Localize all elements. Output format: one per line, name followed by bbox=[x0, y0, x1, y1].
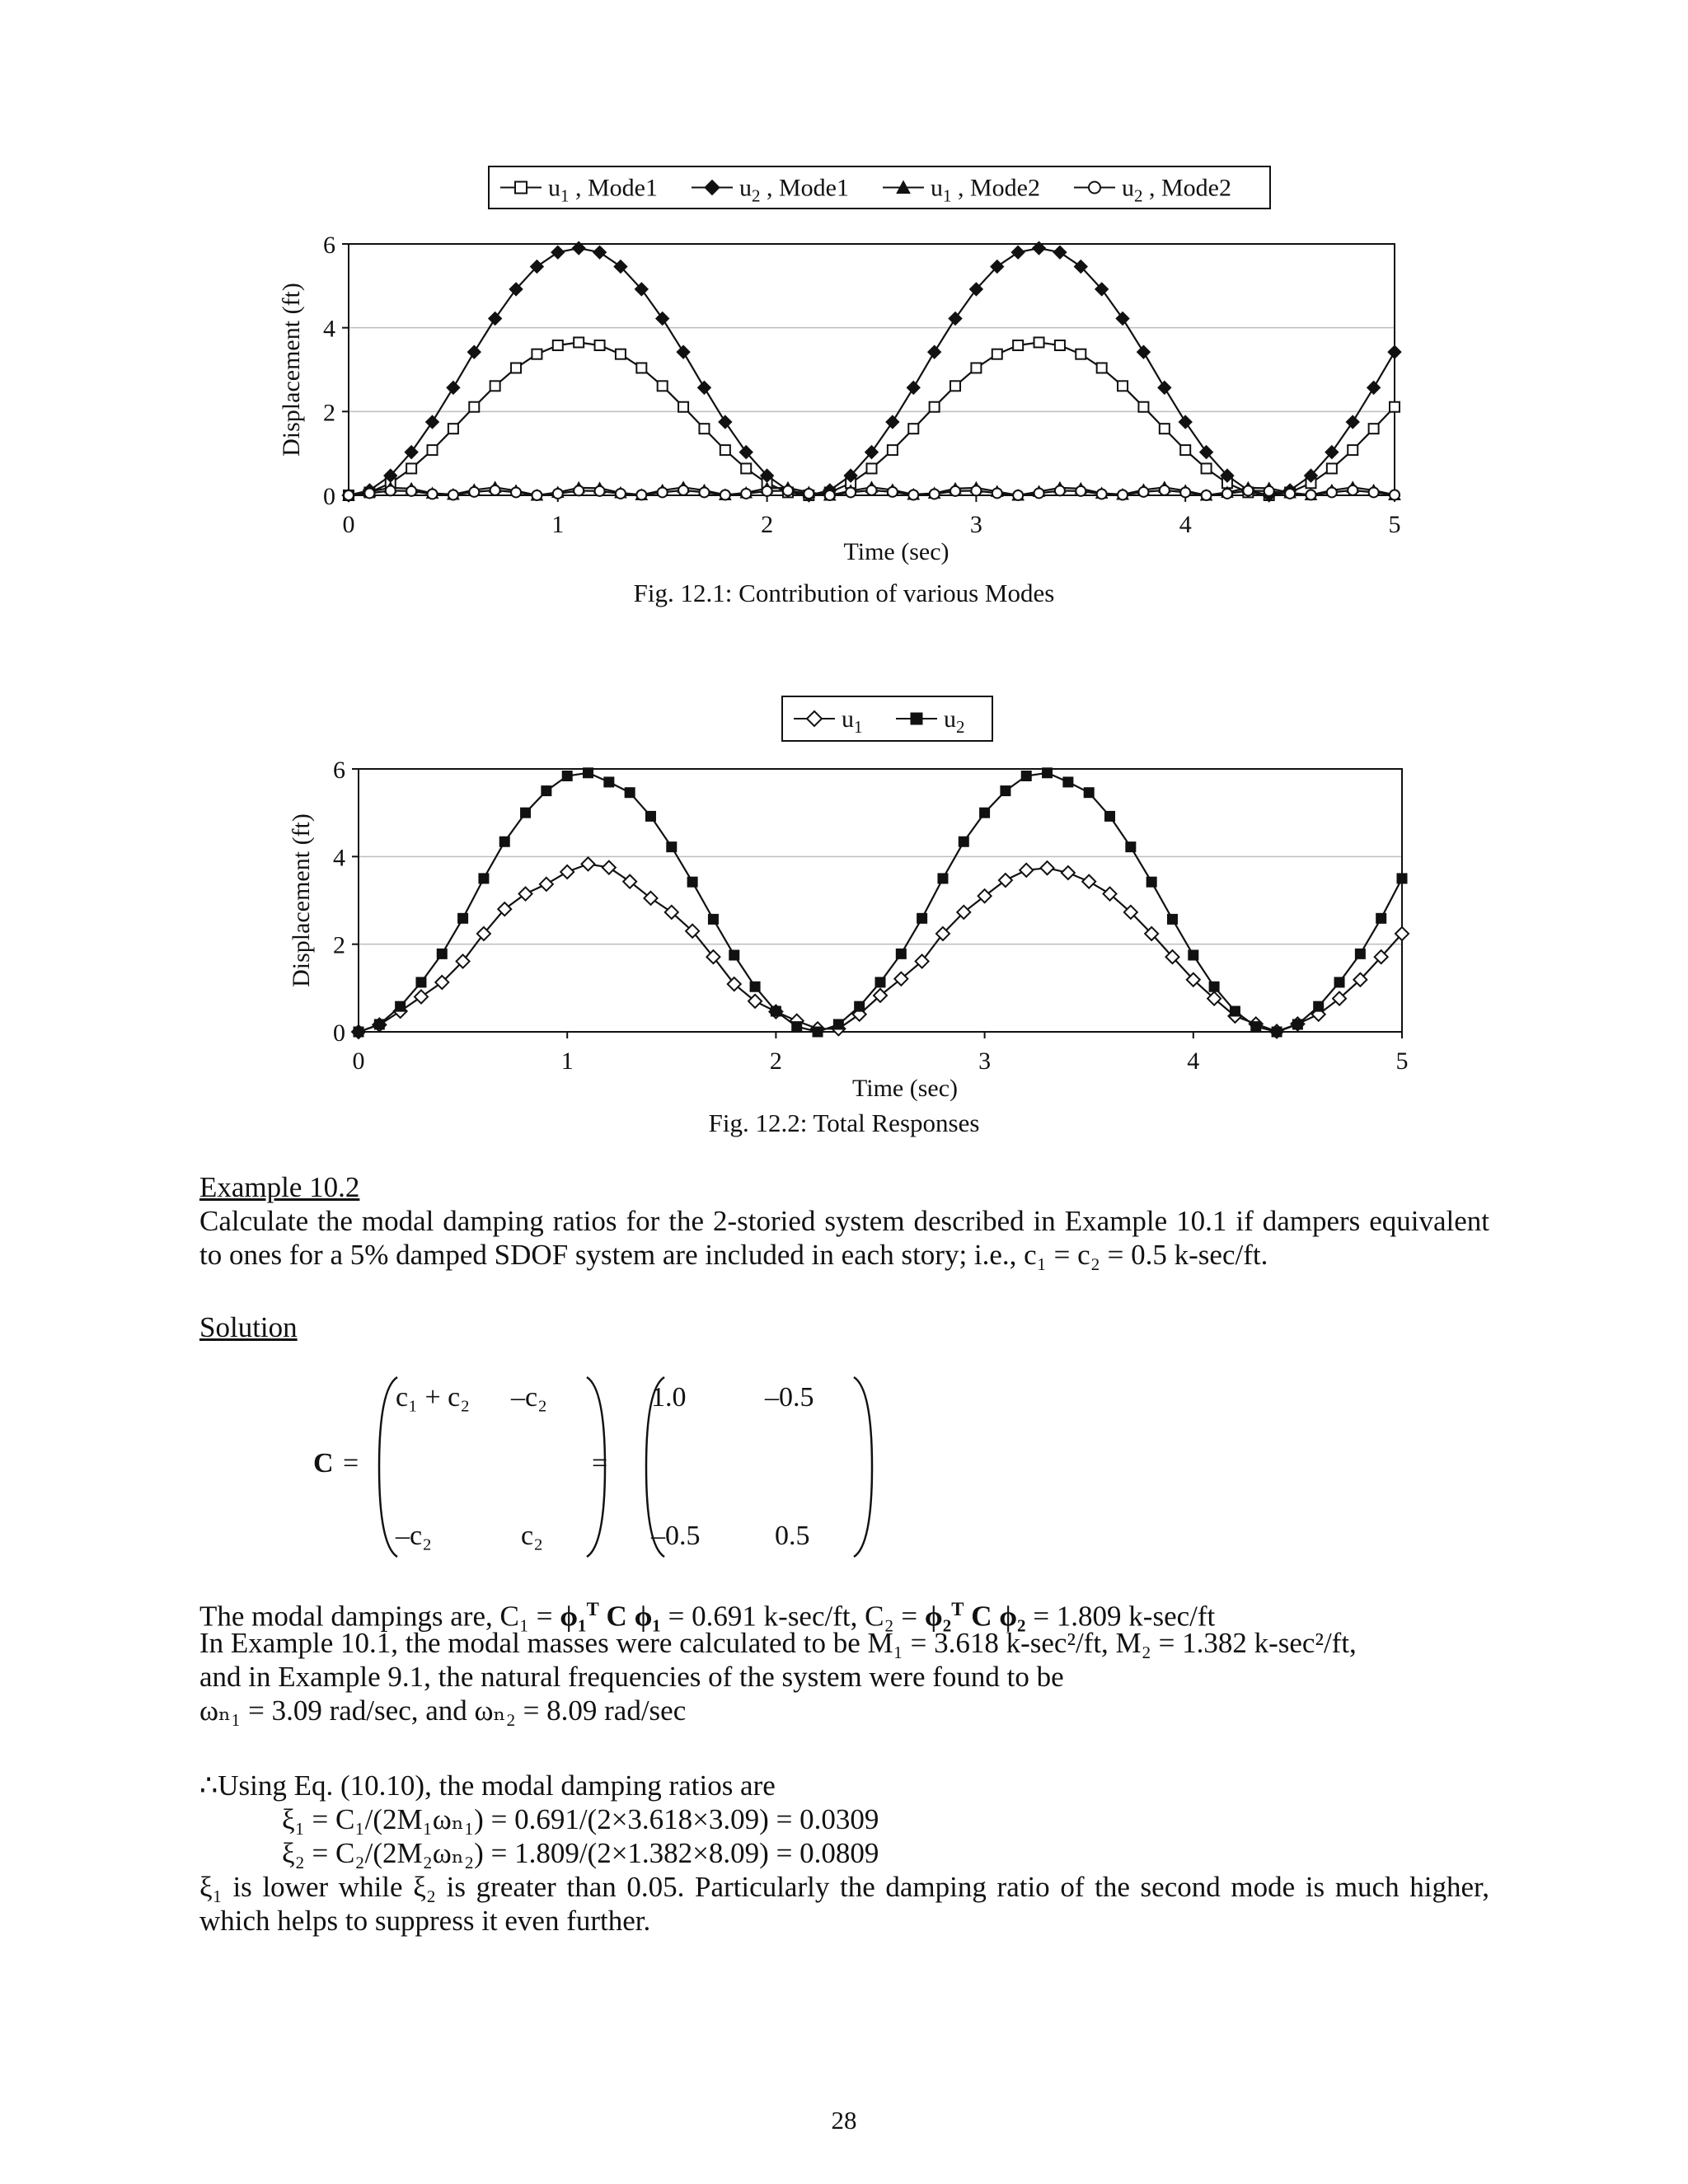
y-tick-label: 2 bbox=[323, 399, 335, 427]
legend-symbol-4-marker bbox=[1089, 182, 1100, 194]
data-point bbox=[344, 490, 354, 500]
data-point bbox=[584, 768, 593, 778]
x-tick-label: 2 bbox=[761, 511, 774, 538]
data-point bbox=[574, 337, 584, 347]
solution-title: Solution bbox=[199, 1311, 298, 1343]
data-point bbox=[1043, 768, 1053, 778]
data-point bbox=[636, 490, 646, 499]
data-point bbox=[354, 1027, 363, 1037]
data-point bbox=[846, 487, 856, 497]
matrix-right-21: –0.5 bbox=[651, 1521, 701, 1551]
data-point bbox=[469, 402, 479, 412]
data-point bbox=[1292, 1019, 1302, 1029]
data-point bbox=[604, 777, 614, 787]
data-point bbox=[406, 486, 416, 496]
data-point bbox=[645, 811, 655, 821]
data-point bbox=[678, 402, 688, 412]
data-point bbox=[804, 489, 814, 499]
data-point bbox=[720, 445, 730, 455]
data-point bbox=[1105, 811, 1115, 821]
data-point bbox=[950, 381, 960, 391]
data-point bbox=[458, 913, 468, 923]
matrix-right-12: –0.5 bbox=[765, 1382, 814, 1413]
using-eq-line: ∴Using Eq. (10.10), the modal damping ratios are bbox=[199, 1769, 776, 1802]
data-point bbox=[532, 490, 542, 500]
x-tick-label: 4 bbox=[1179, 511, 1192, 538]
data-point bbox=[521, 808, 531, 818]
data-point bbox=[1264, 486, 1274, 496]
data-point bbox=[907, 381, 920, 394]
xi1-line: ξ₁ = C₁/(2M₁ωₙ₁) = 0.691/(2×3.618×3.09) = 0.0309 bbox=[282, 1803, 879, 1835]
figure-1-caption: Fig. 12.1: Contribution of various Modes bbox=[633, 579, 1055, 607]
data-point bbox=[1138, 487, 1148, 497]
data-point bbox=[1062, 866, 1075, 879]
data-point bbox=[1063, 777, 1073, 787]
data-point bbox=[396, 1001, 406, 1011]
data-point bbox=[825, 490, 835, 500]
data-point bbox=[833, 1019, 843, 1029]
data-point bbox=[1327, 463, 1337, 473]
data-point bbox=[697, 381, 710, 394]
data-point bbox=[625, 788, 635, 798]
data-point bbox=[917, 913, 927, 923]
data-point bbox=[1021, 771, 1031, 781]
x-tick-label: 3 bbox=[969, 511, 982, 538]
legend-symbol-1-marker bbox=[515, 182, 527, 194]
data-point bbox=[593, 246, 607, 259]
data-point bbox=[928, 345, 941, 359]
data-point bbox=[499, 837, 509, 846]
legend-label-3: $u_1$ , Mode2 bbox=[931, 174, 1040, 206]
data-point bbox=[886, 415, 899, 429]
figure-2-caption: Fig. 12.2: Total Responses bbox=[708, 1108, 980, 1137]
data-point bbox=[1053, 246, 1067, 259]
example-title: Example 10.2 bbox=[199, 1171, 360, 1203]
data-point bbox=[908, 490, 918, 499]
data-point bbox=[1041, 861, 1054, 874]
data-point bbox=[792, 1022, 802, 1032]
data-point bbox=[1097, 489, 1107, 499]
chart-1 bbox=[0, 148, 1688, 618]
data-point bbox=[374, 1019, 384, 1029]
data-point bbox=[469, 487, 479, 497]
legend-symbol-2-marker bbox=[911, 713, 922, 724]
data-point bbox=[1013, 490, 1023, 500]
data-point bbox=[1251, 1022, 1261, 1032]
data-point bbox=[553, 489, 563, 499]
data-point bbox=[1355, 949, 1365, 958]
data-point bbox=[971, 485, 981, 495]
conclusion-text: ξ₁ is lower while ξ₂ is greater than 0.05. Particularly the damping ratio of the second mode is much higher, which helps to suppress it even further. bbox=[199, 1871, 1489, 1937]
y-tick-label: 6 bbox=[323, 232, 335, 259]
x-tick-label: 0 bbox=[352, 1047, 365, 1075]
data-point bbox=[687, 877, 697, 887]
x-tick-label: 1 bbox=[551, 511, 565, 538]
data-point bbox=[1055, 340, 1065, 350]
y-tick-label: 4 bbox=[323, 315, 335, 343]
damping-matrix bbox=[313, 1372, 890, 1562]
data-point bbox=[875, 977, 885, 987]
data-point bbox=[616, 489, 626, 499]
y-tick-label: 4 bbox=[333, 844, 345, 872]
data-point bbox=[1202, 463, 1212, 473]
x-tick-label: 1 bbox=[560, 1047, 574, 1075]
legend-label-2: $u_2$ bbox=[944, 705, 965, 737]
data-point bbox=[416, 977, 426, 987]
data-point bbox=[930, 402, 940, 412]
data-point bbox=[595, 486, 605, 496]
y-tick-label: 0 bbox=[333, 1019, 345, 1047]
data-point bbox=[1020, 864, 1033, 877]
data-point bbox=[562, 771, 572, 781]
data-point bbox=[783, 485, 793, 495]
chart-2 bbox=[0, 676, 1688, 1154]
data-point bbox=[582, 857, 595, 870]
data-point bbox=[1348, 485, 1357, 495]
data-point bbox=[729, 950, 739, 960]
data-point bbox=[1179, 415, 1192, 429]
data-point bbox=[938, 874, 948, 883]
data-point bbox=[1209, 982, 1219, 991]
data-point bbox=[867, 485, 877, 495]
x-tick-label: 5 bbox=[1395, 1047, 1409, 1075]
data-point bbox=[1138, 402, 1148, 412]
matrix-symbol: C bbox=[313, 1448, 334, 1479]
data-point bbox=[551, 246, 565, 259]
data-point bbox=[1076, 486, 1085, 496]
data-point bbox=[658, 487, 668, 497]
data-point bbox=[1082, 875, 1095, 888]
data-point bbox=[699, 424, 709, 434]
matrix-left-22: c₂ bbox=[521, 1521, 543, 1551]
data-point bbox=[719, 415, 732, 429]
data-point bbox=[540, 878, 553, 891]
data-point bbox=[519, 888, 532, 901]
x-axis-label: Time (sec) bbox=[843, 538, 950, 565]
data-point bbox=[888, 487, 898, 497]
problem-statement: Calculate the modal damping ratios for the 2-storied system described in Example 10.1 if dampers equivalent to ones for a 5% damped SDOF system are included in each story; i.e., c₁ = c₂ = 0.5 k-sec/ft. bbox=[199, 1205, 1489, 1271]
figure-2 bbox=[0, 676, 1688, 1154]
natural-freq-line: and in Example 9.1, the natural frequencies of the system were found to be bbox=[199, 1661, 1064, 1693]
data-point bbox=[428, 489, 438, 499]
data-point bbox=[415, 990, 428, 1003]
x-tick-label: 4 bbox=[1187, 1047, 1200, 1075]
legend-label-2: $u_2$ , Mode1 bbox=[739, 174, 849, 206]
y-tick-label: 2 bbox=[333, 931, 345, 959]
data-point bbox=[603, 861, 616, 874]
data-point bbox=[762, 486, 772, 496]
data-point bbox=[971, 363, 981, 373]
data-point bbox=[813, 1027, 823, 1037]
data-point bbox=[867, 463, 877, 473]
data-point bbox=[896, 949, 906, 958]
data-point bbox=[1306, 490, 1315, 499]
data-point bbox=[542, 786, 551, 796]
xi2-line: ξ₂ = C₂/(2M₂ωₙ₂) = 1.809/(2×1.382×8.09) = 0.0809 bbox=[282, 1837, 879, 1869]
data-point bbox=[950, 486, 960, 496]
data-point bbox=[1367, 381, 1381, 394]
data-point bbox=[930, 489, 940, 499]
data-point bbox=[980, 808, 990, 818]
data-point bbox=[855, 1001, 865, 1011]
matrix-right-11: 1.0 bbox=[651, 1382, 687, 1413]
matrix-left-12: –c₂ bbox=[511, 1382, 547, 1413]
matrix-right-22: 0.5 bbox=[775, 1521, 810, 1551]
data-point bbox=[908, 424, 918, 434]
modal-masses-line: In Example 10.1, the modal masses were calculated to be M₁ = 3.618 k-sec²/ft, M₂ = 1.382 k-sec²/ft, bbox=[199, 1627, 1357, 1659]
data-point bbox=[1243, 485, 1253, 495]
data-point bbox=[1369, 487, 1379, 497]
data-point bbox=[448, 490, 458, 499]
legend-label-1: $u_1$ , Mode1 bbox=[548, 174, 658, 206]
data-point bbox=[658, 381, 668, 391]
data-point bbox=[741, 489, 751, 499]
matrix-left-21: –c₂ bbox=[396, 1521, 432, 1551]
data-point bbox=[1230, 1006, 1240, 1016]
data-point bbox=[479, 874, 489, 883]
data-point bbox=[1202, 490, 1212, 500]
data-point bbox=[992, 488, 1002, 498]
data-point bbox=[1097, 363, 1107, 373]
y-tick-label: 0 bbox=[323, 483, 335, 510]
data-point bbox=[1390, 490, 1400, 499]
data-point bbox=[1390, 402, 1400, 412]
data-point bbox=[667, 842, 677, 852]
data-point bbox=[771, 1006, 781, 1016]
data-point bbox=[1388, 345, 1401, 359]
data-point bbox=[1369, 424, 1379, 434]
data-point bbox=[1084, 788, 1094, 798]
data-point bbox=[656, 312, 669, 325]
x-tick-label: 0 bbox=[342, 511, 355, 538]
data-point bbox=[1118, 381, 1128, 391]
matrix-equals-between: = bbox=[592, 1448, 608, 1479]
data-point bbox=[1189, 950, 1198, 960]
data-point bbox=[437, 949, 447, 958]
data-point bbox=[750, 982, 760, 991]
figure-1 bbox=[0, 148, 1688, 618]
data-point bbox=[1180, 487, 1190, 497]
data-point bbox=[489, 312, 502, 325]
data-point bbox=[1314, 1001, 1324, 1011]
data-point bbox=[1160, 424, 1170, 434]
series-1 bbox=[344, 337, 1400, 500]
data-point bbox=[1285, 489, 1295, 499]
x-tick-label: 5 bbox=[1388, 511, 1401, 538]
data-point bbox=[1180, 445, 1190, 455]
data-point bbox=[678, 485, 688, 495]
data-point bbox=[999, 874, 1012, 887]
matrix-equals: = bbox=[343, 1448, 359, 1479]
data-point bbox=[1055, 485, 1065, 495]
data-point bbox=[1001, 786, 1010, 796]
page-number: 28 bbox=[831, 2106, 857, 2135]
x-axis-label: Time (sec) bbox=[851, 1075, 959, 1102]
data-point bbox=[1013, 340, 1023, 350]
data-point bbox=[1376, 913, 1386, 923]
data-point bbox=[1160, 485, 1170, 495]
data-point bbox=[1167, 914, 1177, 924]
y-axis-label: Displacement (ft) bbox=[278, 283, 305, 457]
data-point bbox=[428, 445, 438, 455]
data-point bbox=[1126, 842, 1136, 852]
data-point bbox=[677, 345, 690, 359]
data-point bbox=[959, 837, 968, 846]
x-tick-label: 3 bbox=[978, 1047, 992, 1075]
data-point bbox=[708, 914, 718, 924]
series-1 bbox=[352, 857, 1409, 1038]
data-point bbox=[1034, 337, 1044, 347]
data-point bbox=[741, 463, 751, 473]
data-point bbox=[1118, 490, 1128, 499]
data-point bbox=[1272, 1027, 1282, 1037]
data-point bbox=[616, 349, 626, 359]
data-point bbox=[1158, 381, 1171, 394]
data-point bbox=[553, 340, 563, 350]
data-point bbox=[949, 312, 962, 325]
data-point bbox=[1011, 246, 1025, 259]
data-point bbox=[467, 345, 481, 359]
omega-line: ωₙ₁ = 3.09 rad/sec, and ωₙ₂ = 8.09 rad/sec bbox=[199, 1694, 687, 1727]
data-point bbox=[1397, 874, 1407, 883]
data-point bbox=[1116, 312, 1129, 325]
data-point bbox=[386, 485, 396, 495]
legend-label-4: $u_2$ , Mode2 bbox=[1122, 174, 1231, 206]
data-point bbox=[595, 340, 605, 350]
legend-label-1: $u_1$ bbox=[842, 705, 863, 737]
data-point bbox=[511, 363, 521, 373]
data-point bbox=[1146, 877, 1156, 887]
data-point bbox=[1346, 415, 1359, 429]
data-point bbox=[1222, 489, 1232, 499]
data-point bbox=[1348, 445, 1357, 455]
data-point bbox=[1334, 977, 1344, 987]
data-point bbox=[511, 487, 521, 497]
data-point bbox=[447, 381, 460, 394]
data-point bbox=[490, 485, 500, 495]
data-point bbox=[888, 445, 898, 455]
data-point bbox=[532, 349, 542, 359]
data-point bbox=[406, 463, 416, 473]
data-point bbox=[426, 415, 439, 429]
data-point bbox=[560, 865, 574, 879]
y-axis-label: Displacement (ft) bbox=[288, 813, 315, 987]
data-point bbox=[490, 381, 500, 391]
series-line bbox=[359, 864, 1402, 1032]
modal-dampings-line: The modal dampings are, C₁ = ϕ₁$^T$ C ϕ₁ = 0.691 k-sec/ft, C₂ = ϕ₂$^T$ C ϕ₂ = 1.809 k-sec/ft bbox=[199, 1599, 1216, 1633]
data-point bbox=[1137, 345, 1150, 359]
data-point bbox=[1034, 488, 1044, 498]
data-point bbox=[992, 349, 1002, 359]
data-point bbox=[699, 487, 709, 497]
data-point bbox=[636, 363, 646, 373]
data-point bbox=[720, 490, 730, 499]
data-point bbox=[1327, 487, 1337, 497]
data-point bbox=[574, 485, 584, 495]
x-tick-label: 2 bbox=[769, 1047, 782, 1075]
y-tick-label: 6 bbox=[333, 757, 345, 784]
matrix-left-11: c₁ + c₂ bbox=[396, 1382, 471, 1413]
data-point bbox=[1076, 349, 1085, 359]
data-point bbox=[364, 488, 374, 498]
data-point bbox=[448, 424, 458, 434]
